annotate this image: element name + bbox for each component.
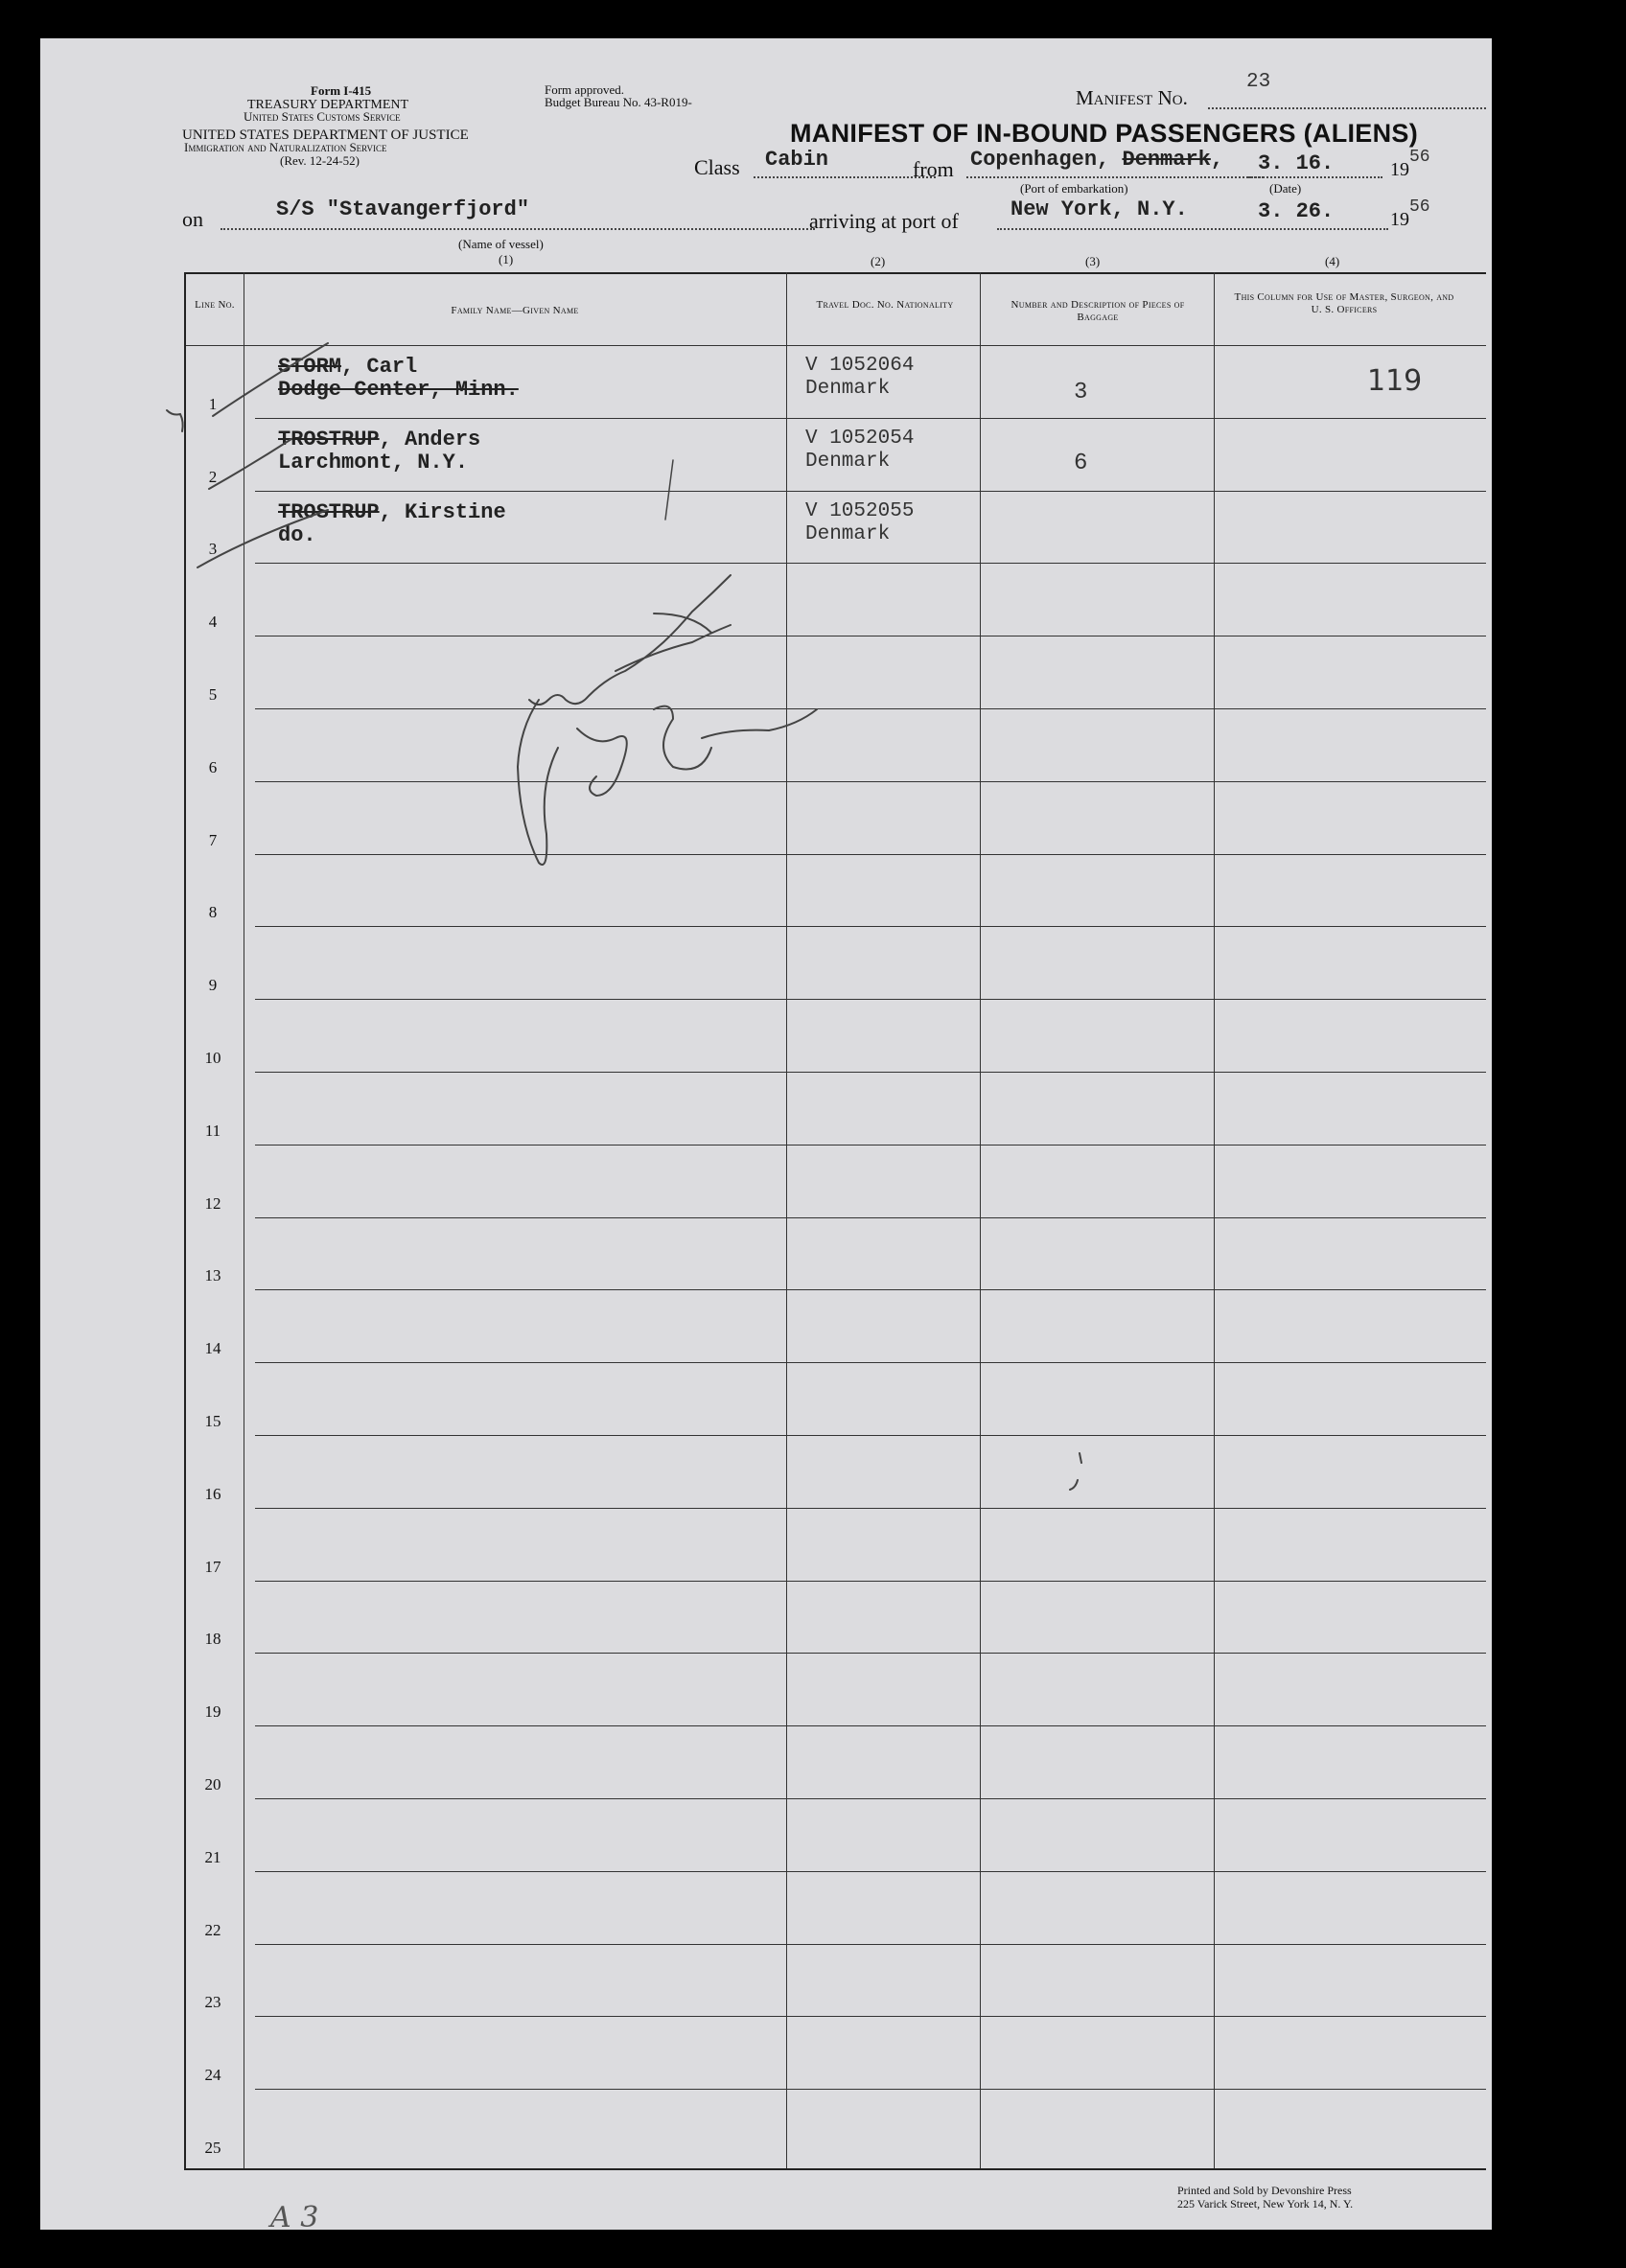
departure-date: 3. 16. [1258, 151, 1335, 175]
header-name: Family Name—Given Name [451, 305, 579, 316]
row-number: 15 [204, 1412, 221, 1430]
entry-2-surname: TROSTRUP [278, 428, 380, 451]
on-label: on [182, 207, 203, 231]
row-number: 18 [204, 1630, 221, 1648]
row-number: 10 [204, 1049, 221, 1067]
row-rule [255, 926, 1486, 927]
date-caption: (Date) [1269, 181, 1302, 196]
row-rule [255, 1217, 1486, 1218]
arrival-port: New York, N.Y. [1010, 197, 1188, 221]
printer-line-1: Printed and Sold by Devonshire Press [1177, 2184, 1352, 2197]
row-rule [255, 708, 1486, 709]
header-travel-doc: Travel Doc. No. Nationality [816, 299, 954, 311]
year-prefix-1: 19 [1390, 159, 1409, 180]
table-top-rule [184, 272, 1486, 274]
row-rule [255, 854, 1486, 855]
row-rule [255, 1145, 1486, 1146]
form-approved: Form approved. [545, 82, 625, 97]
form-revision: (Rev. 12-24-52) [280, 153, 360, 168]
entry-1-surname: STORM [278, 355, 342, 379]
row-number: 3 [208, 540, 218, 558]
from-comma: , [1210, 148, 1224, 172]
vessel-name: S/S "Stavangerfjord" [276, 197, 530, 221]
entry-1-baggage: 3 [1074, 380, 1088, 405]
row-number: 16 [204, 1485, 221, 1503]
entry-1-name [278, 355, 417, 379]
entry-1-officer: 119 [1367, 364, 1423, 398]
class-value: Cabin [765, 148, 829, 172]
signature-scrawl [518, 575, 817, 865]
row-rule [255, 1725, 1486, 1726]
row-rule [255, 418, 1486, 419]
col-num-2: (2) [871, 254, 886, 268]
arrival-line [997, 228, 1388, 230]
name-col-divider [786, 272, 787, 2168]
row-rule [255, 999, 1486, 1000]
row-rule [255, 1289, 1486, 1290]
row-number: 25 [204, 2139, 221, 2157]
year-prefix-2: 19 [1390, 209, 1409, 230]
class-label: Class [694, 155, 740, 179]
entry-2-given: , Anders [379, 428, 481, 451]
row-rule [255, 1653, 1486, 1654]
date-line [1248, 176, 1382, 178]
manifest-no-value: 23 [1246, 71, 1271, 93]
row-number: 1 [208, 395, 218, 413]
from-label: from [913, 157, 954, 181]
baggage-col-divider [1214, 272, 1215, 2168]
row-number: 14 [204, 1339, 221, 1357]
col-num-1: (1) [499, 252, 514, 266]
table-bottom-rule [184, 2168, 1486, 2170]
pen-mark-small [1070, 1453, 1081, 1490]
manifest-no-line [1208, 107, 1486, 109]
row-rule [255, 491, 1486, 492]
row-number: 20 [204, 1775, 221, 1794]
entry-1-nationality: Denmark [805, 378, 891, 400]
row-rule [255, 563, 1486, 564]
header-baggage: Number and Description of Pieces of Baggage [1010, 299, 1185, 323]
row-number: 17 [204, 1558, 221, 1576]
row-number: 5 [208, 685, 218, 704]
margin-mark [167, 410, 183, 431]
row-number: 2 [208, 468, 218, 486]
row-number: 21 [204, 1848, 221, 1866]
printer-line-2: 225 Varick Street, New York 14, N. Y. [1177, 2197, 1354, 2210]
row-rule [255, 1508, 1486, 1509]
entry-1-address: Dodge Center, Minn. [278, 378, 519, 402]
col-num-3: (3) [1085, 254, 1101, 268]
row-number: 13 [204, 1266, 221, 1284]
header-officers: This Column for Use of Master, Surgeon, and U. S. Officers [1234, 291, 1454, 315]
row-rule [255, 1362, 1486, 1363]
row-rule [255, 1798, 1486, 1799]
row-number: 23 [204, 1993, 221, 2011]
header-bottom-rule [184, 345, 1486, 346]
row-rule [255, 2016, 1486, 2017]
arrival-year: 56 [1409, 197, 1430, 217]
col-num-4: (4) [1325, 254, 1340, 268]
row-number: 9 [208, 976, 218, 994]
budget-bureau: Budget Bureau No. 43-R019- [545, 95, 692, 109]
entry-3-given: , Kirstine [379, 500, 506, 524]
entry-2-address: Larchmont, N.Y. [278, 451, 469, 474]
entry-3-doc: V 1052055 [805, 500, 915, 522]
bottom-note: A 3 [270, 2201, 319, 2234]
entry-3-nationality: Denmark [805, 523, 891, 545]
doc-col-divider [980, 272, 981, 2168]
entry-2-doc: V 1052054 [805, 428, 915, 450]
port-embark-caption: (Port of embarkation) [1020, 181, 1128, 196]
table-left-rule [184, 272, 186, 2168]
vessel-caption: (Name of vessel) [458, 237, 544, 251]
row-number: 12 [204, 1194, 221, 1213]
from-city: Copenhagen, [970, 148, 1123, 172]
from-country: Denmark [1122, 148, 1211, 172]
handwriting-marks [40, 38, 1492, 2230]
entry-1-given: , Carl [341, 355, 418, 379]
pen-stroke [665, 460, 673, 520]
class-line [754, 176, 936, 178]
entry-2-nationality: Denmark [805, 451, 891, 473]
arriving-label: arriving at port of [809, 209, 959, 233]
row-number: 7 [208, 831, 218, 849]
form-number: Form I-415 [311, 83, 372, 98]
row-number: 22 [204, 1921, 221, 1939]
page-title: MANIFEST OF IN-BOUND PASSENGERS (ALIENS) [790, 119, 1419, 148]
entry-3-surname: TROSTRUP [278, 500, 380, 524]
row-rule [255, 781, 1486, 782]
entry-1-doc: V 1052064 [805, 355, 915, 377]
port-of-embarkation [970, 148, 1223, 172]
departure-year: 56 [1409, 148, 1430, 167]
entry-3-name [278, 500, 506, 524]
row-number: 6 [208, 758, 218, 776]
entry-2-name [278, 428, 480, 451]
row-number: 11 [204, 1122, 221, 1140]
from-line [966, 176, 1264, 178]
vessel-line [221, 228, 815, 230]
entry-2-baggage: 6 [1074, 451, 1088, 476]
row-rule [255, 1944, 1486, 1945]
row-rule [255, 2089, 1486, 2090]
row-number: 24 [204, 2066, 221, 2084]
dept-customs: United States Customs Service [244, 109, 401, 124]
header-line-no: Line No. [195, 299, 235, 311]
row-number: 4 [208, 613, 218, 631]
dept-ins: Immigration and Naturalization Service [184, 140, 387, 154]
manifest-page [40, 38, 1492, 2234]
row-rule [255, 1871, 1486, 1872]
entry-3-address: do. [278, 523, 316, 547]
row-rule [255, 1072, 1486, 1073]
manifest-no-label: Manifest No. [1076, 86, 1188, 109]
arrival-date: 3. 26. [1258, 199, 1335, 223]
row-number: 19 [204, 1702, 221, 1721]
dept-treasury: TREASURY DEPARTMENT [247, 98, 409, 112]
row-rule [255, 1581, 1486, 1582]
dept-justice: UNITED STATES DEPARTMENT OF JUSTICE [182, 127, 469, 143]
row-number: 8 [208, 903, 218, 921]
row-rule [255, 1435, 1486, 1436]
